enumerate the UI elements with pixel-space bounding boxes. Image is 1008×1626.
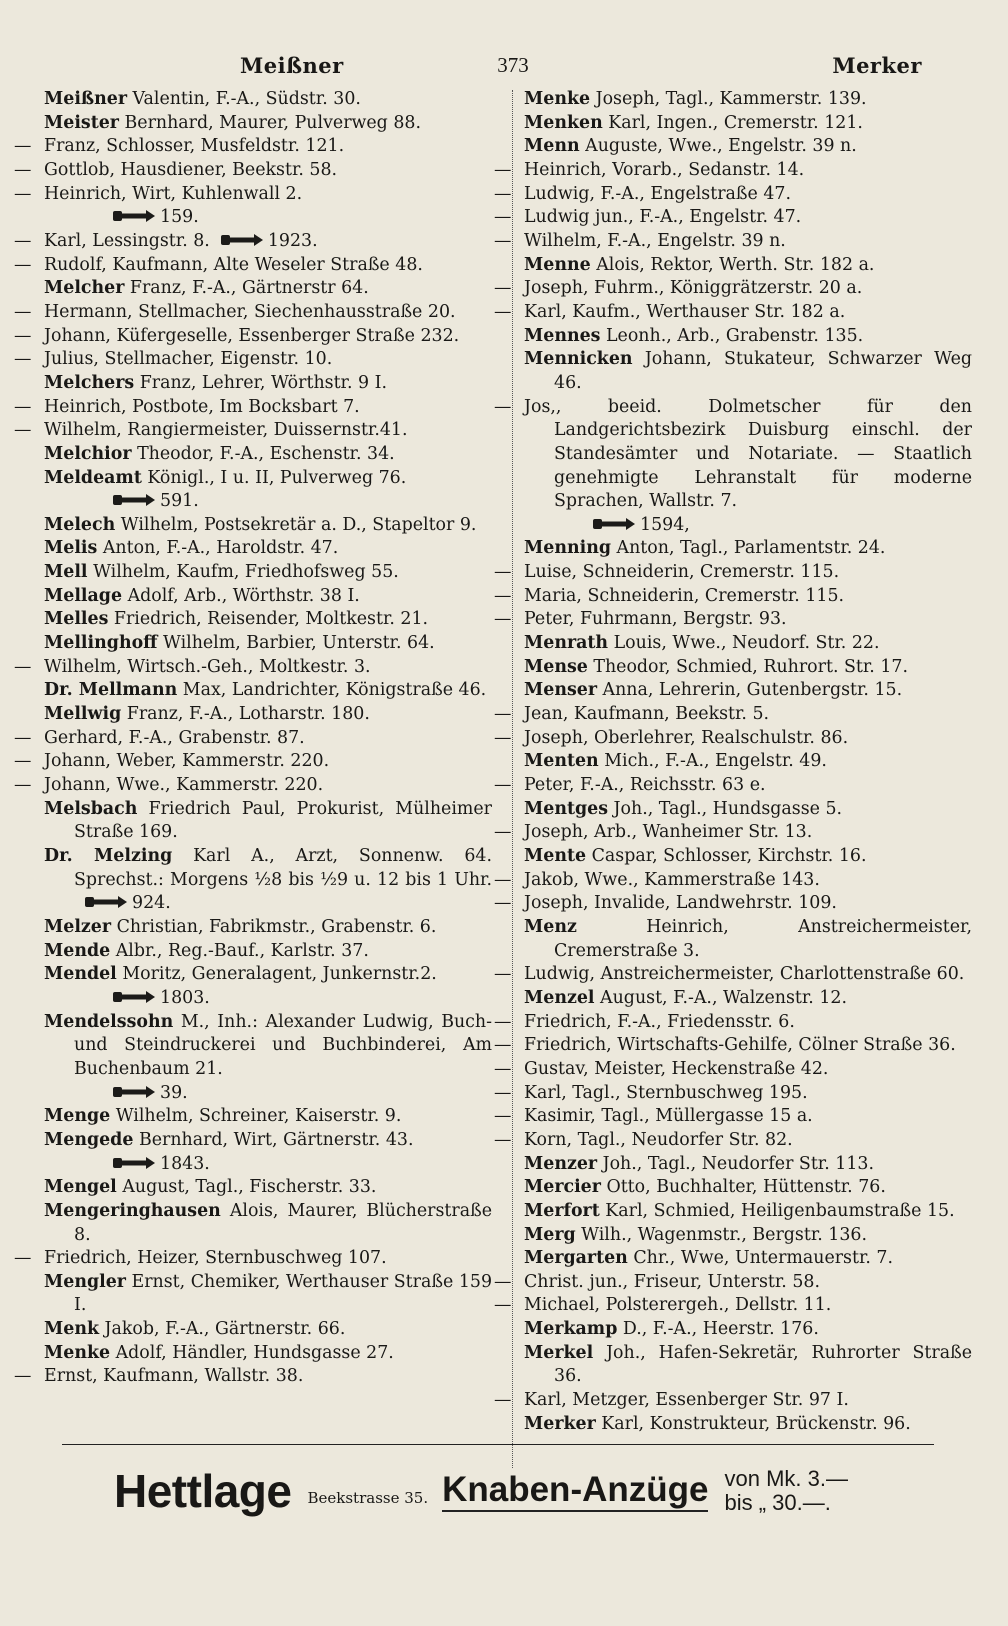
- advertisement: [114, 1451, 972, 1531]
- directory-entry: —Heinrich, Wirt, Kuhlenwall 2.: [14, 183, 303, 204]
- entry-surname: Menk: [44, 1319, 100, 1340]
- entry-details: Karl, Konstrukteur, Brückenstr. 96.: [601, 1413, 911, 1434]
- entry-surname: Menke: [524, 89, 591, 109]
- directory-entry: [44, 703, 492, 727]
- directory-entry: —Maria, Schneiderin, Cremerstr. 115.: [494, 585, 845, 606]
- entry-details: Karl, Schmied, Heiligenbaumstraße 15.: [605, 1200, 955, 1221]
- entry-details: Julius, Stellmacher, Eigenstr. 10.: [44, 349, 333, 370]
- directory-entry: [44, 372, 492, 396]
- entry-surname: Menzel: [524, 987, 595, 1008]
- entry-details: Joseph, Arb., Wanheimer Str. 13.: [524, 822, 813, 843]
- entry-surname: Mercier: [524, 1177, 601, 1198]
- entry-details: Karl, Tagl., Sternbuschweg 195.: [524, 1082, 808, 1103]
- entry-details: Friedrich, F.-A., Friedensstr. 6.: [524, 1011, 795, 1032]
- phone-number: 1843.: [160, 1153, 210, 1174]
- column-separator: [512, 90, 513, 1468]
- entry-details: Anna, Lehrerin, Gutenbergstr. 15.: [602, 680, 903, 701]
- entry-surname: Menne: [524, 254, 591, 275]
- directory-entry: [524, 112, 972, 136]
- header-right-word: Merker: [832, 53, 922, 78]
- directory-entry: [44, 1200, 492, 1247]
- directory-entry: [524, 750, 972, 774]
- entry-details: Joh., Hafen-Sekretär, Ruhrorter Straße 36.: [554, 1342, 973, 1387]
- directory-entry: —Rudolf, Kaufmann, Alte Weseler Straße 48.: [14, 254, 423, 275]
- entry-details: Bernhard, Wirt, Gärtnerstr. 43.: [138, 1129, 414, 1150]
- entry-details: Korn, Tagl., Neudorfer Str. 82.: [524, 1129, 793, 1150]
- entry-details: Franz, F.-A., Gärtnerstr 64.: [129, 278, 369, 299]
- telephone-icon: [84, 895, 128, 909]
- directory-entry: —Peter, Fuhrmann, Bergstr. 93.: [494, 609, 787, 630]
- entry-details: Joseph, Invalide, Landwehrstr. 109.: [524, 893, 837, 914]
- directory-entry: —Heinrich, Vorarb., Sedanstr. 14.: [494, 159, 805, 180]
- directory-entry: —Karl, Metzger, Essenberger Str. 97 I.: [494, 1390, 849, 1411]
- directory-entry: [524, 325, 972, 349]
- directory-entry: [524, 1413, 972, 1437]
- ad-price-line2: bis „ 30.—.: [724, 1490, 831, 1516]
- directory-entry: [44, 1318, 492, 1342]
- entry-details: Otto, Buchhalter, Hüttenstr. 76.: [606, 1177, 886, 1198]
- entry-details: Alois, Rektor, Werth. Str. 182 a.: [596, 254, 875, 275]
- entry-surname: Mellage: [44, 585, 123, 606]
- entry-details: Leonh., Arb., Grabenstr. 135.: [606, 325, 864, 346]
- entry-details: Karl A., Arzt, Sonnenw. 64. Sprechst.: Morgens ½8 bis ½9 u. 12 bis 1 Uhr.: [74, 846, 492, 890]
- entry-surname: Melchers: [44, 372, 135, 393]
- directory-entry: —Jean, Kaufmann, Beekstr. 5.: [494, 704, 770, 725]
- entry-surname: Menrath: [524, 633, 609, 654]
- directory-entry: [44, 561, 492, 585]
- directory-entry: [524, 656, 972, 680]
- entry-details: Alois, Maurer, Blücherstraße 8.: [74, 1200, 492, 1245]
- directory-entry: [44, 1082, 492, 1106]
- entry-details: Karl, Kaufm., Werthauser Str. 182 a.: [524, 301, 846, 322]
- directory-entry: [524, 88, 972, 112]
- entry-details: Jakob, F.-A., Gärtnerstr. 66.: [104, 1319, 346, 1340]
- entry-details: Adolf, Arb., Wörthstr. 38 I.: [127, 585, 360, 606]
- entry-surname: Melsbach: [44, 798, 138, 819]
- telephone-icon: [112, 209, 156, 223]
- entry-surname: Meister: [44, 112, 119, 133]
- directory-entry: —Karl, Lessingstr. 8. 1923.: [14, 230, 318, 251]
- entry-details: Johann, Stukateur, Schwarzer Weg 46.: [554, 349, 973, 393]
- entry-details: Jos,, beeid. Dolmetscher für den Landgerichtsbezirk Duisburg einschl. der Standesämter und Notariate. — Staatlich genehmigte Lehranstalt für moderne Sprachen, Wallstr. 7.: [524, 396, 972, 512]
- entry-details: Gustav, Meister, Heckenstraße 42.: [524, 1058, 829, 1079]
- entry-details: Wilhelm, Wirtsch.-Geh., Moltkestr. 3.: [44, 656, 371, 677]
- directory-entry: [44, 1105, 492, 1129]
- entry-surname: Melech: [44, 514, 116, 535]
- directory-entry: [524, 1342, 972, 1389]
- entry-surname: Mellinghoff: [44, 633, 158, 654]
- directory-entry: —Wilhelm, Rangiermeister, Duissernstr.41.: [14, 420, 408, 441]
- entry-surname: Merg: [524, 1224, 576, 1245]
- entry-details: Wilhelm, Postsekretär a. D., Stapeltor 9.: [120, 514, 477, 535]
- entry-details: Wilh., Wagenmstr., Bergstr. 136.: [581, 1224, 868, 1245]
- entry-details: Theodor, Schmied, Ruhrort. Str. 17.: [593, 656, 909, 677]
- entry-details: Gottlob, Hausdiener, Beekstr. 58.: [44, 159, 338, 180]
- entry-details: Valentin, F.-A., Südstr. 30.: [132, 89, 361, 109]
- entry-details: Auguste, Wwe., Engelstr. 39 n.: [585, 136, 857, 157]
- entry-details: Gerhard, F.-A., Grabenstr. 87.: [44, 727, 305, 748]
- entry-details: Friedrich, Heizer, Sternbuschweg 107.: [44, 1248, 387, 1269]
- entry-details: M., Inh.: Alexander Ludwig, Buch- und Steindruckerei und Buchbinderei, Am Buchenbaum 21.: [74, 1011, 492, 1079]
- telephone-icon: [112, 493, 156, 507]
- ad-product: Knaben-Anzüge: [442, 1470, 708, 1512]
- entry-details: Jean, Kaufmann, Beekstr. 5.: [524, 704, 770, 725]
- entry-details: Rudolf, Kaufmann, Alte Weseler Straße 48.: [44, 254, 423, 275]
- directory-entry: —Gerhard, F.-A., Grabenstr. 87.: [14, 727, 305, 748]
- phone-number: 159.: [160, 207, 199, 228]
- directory-entry: [44, 206, 492, 230]
- entry-surname: Meldeamt: [44, 467, 142, 488]
- directory-entry: —Peter, F.-A., Reichsstr. 63 e.: [494, 775, 766, 796]
- entry-details: Anton, F.-A., Haroldstr. 47.: [102, 538, 339, 559]
- directory-entry: —Jos,, beeid. Dolmetscher für den Landgerichtsbezirk Duisburg einschl. der Standesämter und Notariate. — Staatlich genehmigte Lehranstalt für moderne Sprachen, Wallstr. 7.: [494, 396, 972, 512]
- page-header: [240, 44, 922, 78]
- entry-details: Ludwig jun., F.-A., Engelstr. 47.: [524, 207, 802, 228]
- entry-details: Heinrich, Anstreichermeister, Cremerstraße 3.: [554, 916, 972, 961]
- directory-entry: —Heinrich, Postbote, Im Bocksbart 7.: [14, 396, 360, 417]
- entry-details: Ludwig, Anstreichermeister, Charlottenstraße 60.: [524, 964, 965, 985]
- phone-number: 1923.: [267, 230, 318, 251]
- entry-surname: Merfort: [524, 1200, 600, 1221]
- entry-details: Hermann, Stellmacher, Siechenhausstraße 20.: [44, 301, 456, 322]
- directory-entry: —Johann, Küfergeselle, Essenberger Straße 232.: [14, 325, 460, 346]
- entry-surname: Mell: [44, 562, 88, 583]
- directory-entry: —Ludwig, F.-A., Engelstraße 47.: [494, 183, 791, 204]
- entry-surname: Mense: [524, 656, 588, 677]
- directory-entry: [44, 443, 492, 467]
- directory-entry: [44, 537, 492, 561]
- entry-surname: Dr. Mellmann: [44, 680, 178, 701]
- entry-details: Franz, Schlosser, Musfeldstr. 121.: [44, 136, 345, 157]
- directory-entry: —Friedrich, Heizer, Sternbuschweg 107.: [14, 1248, 387, 1269]
- entry-details: Theodor, F.-A., Eschenstr. 34.: [137, 443, 395, 464]
- phone-number: 924.: [132, 893, 171, 914]
- entry-surname: Menke: [44, 1342, 111, 1363]
- entry-details: Louis, Wwe., Neudorf. Str. 22.: [613, 633, 880, 654]
- directory-entry: [44, 963, 492, 987]
- entry-surname: Mende: [44, 940, 111, 961]
- entry-details: Wilhelm, Kaufm, Friedhofsweg 55.: [93, 562, 399, 583]
- entry-details: Heinrich, Postbote, Im Bocksbart 7.: [44, 396, 360, 417]
- entry-surname: Menz: [524, 916, 577, 937]
- entry-surname: Melchior: [44, 443, 132, 464]
- directory-entry: —Gottlob, Hausdiener, Beekstr. 58.: [14, 159, 338, 180]
- directory-entry: —Karl, Tagl., Sternbuschweg 195.: [494, 1082, 808, 1103]
- directory-entry: [524, 135, 972, 159]
- phone-number: 1803.: [160, 987, 210, 1008]
- directory-entry: [524, 537, 972, 561]
- directory-entry: [524, 916, 972, 963]
- directory-entry: [44, 608, 492, 632]
- entry-surname: Menning: [524, 538, 612, 559]
- entry-details: Karl, Metzger, Essenberger Str. 97 I.: [524, 1390, 849, 1411]
- directory-entry: —Karl, Kaufm., Werthauser Str. 182 a.: [494, 301, 846, 322]
- directory-entry: —Ludwig jun., F.-A., Engelstr. 47.: [494, 207, 802, 228]
- entry-surname: Menken: [524, 112, 603, 133]
- ad-address: Beekstrasse 35.: [307, 1489, 429, 1508]
- directory-entry: [44, 467, 492, 491]
- directory-entry: [524, 632, 972, 656]
- directory-entry: —Wilhelm, Wirtsch.-Geh., Moltkestr. 3.: [14, 656, 371, 677]
- entry-surname: Mentges: [524, 798, 609, 819]
- telephone-icon: [112, 990, 156, 1004]
- entry-details: Albr., Reg.-Bauf., Karlstr. 37.: [115, 940, 369, 961]
- directory-entry: [44, 585, 492, 609]
- entry-details: D., F.-A., Heerstr. 176.: [622, 1319, 819, 1340]
- directory-entry: [44, 1176, 492, 1200]
- directory-entry: [44, 1153, 492, 1177]
- entry-details: Peter, Fuhrmann, Bergstr. 93.: [524, 609, 787, 630]
- directory-entry: —Julius, Stellmacher, Eigenstr. 10.: [14, 349, 333, 370]
- entry-details: Bernhard, Maurer, Pulverweg 88.: [124, 112, 421, 133]
- entry-details: Johann, Küfergeselle, Essenberger Straße 232.: [44, 325, 460, 346]
- directory-entry: [524, 514, 972, 538]
- directory-entry: —Joseph, Arb., Wanheimer Str. 13.: [494, 822, 813, 843]
- directory-entry: [524, 845, 972, 869]
- entry-details: Christian, Fabrikmstr., Grabenstr. 6.: [116, 916, 437, 937]
- entry-surname: Mengede: [44, 1129, 134, 1150]
- entry-surname: Mergarten: [524, 1248, 628, 1269]
- entry-details: Friedrich, Reisender, Moltkestr. 21.: [113, 609, 429, 630]
- directory-entry: —Joseph, Oberlehrer, Realschulstr. 86.: [494, 727, 849, 748]
- telephone-icon: [220, 233, 264, 247]
- directory-entry: —Kasimir, Tagl., Müllergasse 15 a.: [494, 1106, 813, 1127]
- directory-entry: —Korn, Tagl., Neudorfer Str. 82.: [494, 1129, 793, 1150]
- header-left-word: Meißner: [240, 53, 344, 78]
- directory-entry: [524, 1153, 972, 1177]
- telephone-icon: [592, 517, 636, 531]
- entry-surname: Mente: [524, 846, 587, 866]
- entry-details: Joh., Tagl., Hundsgasse 5.: [613, 798, 843, 819]
- entry-surname: Menge: [44, 1106, 111, 1127]
- directory-entry: —Gustav, Meister, Heckenstraße 42.: [494, 1058, 829, 1079]
- entry-details: Wilhelm, F.-A., Engelstr. 39 n.: [524, 230, 786, 251]
- entry-surname: Meißner: [44, 89, 128, 109]
- entry-details: Max, Landrichter, Königstraße 46.: [182, 680, 487, 701]
- phone-number: 591.: [160, 491, 199, 512]
- directory-entry: [44, 112, 492, 136]
- entry-surname: Mennes: [524, 325, 601, 346]
- entry-details: Maria, Schneiderin, Cremerstr. 115.: [524, 585, 845, 606]
- directory-entry: [524, 1200, 972, 1224]
- entry-surname: Menser: [524, 680, 597, 701]
- directory-entry: [44, 1011, 492, 1082]
- directory-entry: —Luise, Schneiderin, Cremerstr. 115.: [494, 562, 840, 583]
- directory-entry: [44, 514, 492, 538]
- entry-details: Joh., Tagl., Neudorfer Str. 113.: [602, 1153, 874, 1174]
- entry-details: Ernst, Chemiker, Werthauser Straße 159 I.: [74, 1271, 493, 1316]
- entry-details: Adolf, Händler, Hundsgasse 27.: [115, 1342, 394, 1363]
- phone-number: 1594,: [640, 514, 690, 535]
- entry-details: Jakob, Wwe., Kammerstraße 143.: [524, 869, 820, 890]
- entry-surname: Merker: [524, 1413, 596, 1434]
- entry-details: Wilhelm, Barbier, Unterstr. 64.: [163, 633, 435, 654]
- entry-details: Karl, Lessingstr. 8.: [44, 230, 210, 251]
- entry-surname: Mengler: [44, 1271, 126, 1292]
- entry-surname: Dr. Melzing: [44, 846, 173, 866]
- entry-details: Heinrich, Vorarb., Sedanstr. 14.: [524, 159, 805, 180]
- entry-details: Mich., F.-A., Engelstr. 49.: [604, 751, 827, 772]
- directory-entry: [44, 845, 492, 916]
- entry-surname: Melles: [44, 609, 109, 630]
- page-number: 373: [497, 53, 529, 77]
- entry-details: Caspar, Schlosser, Kirchstr. 16.: [591, 846, 867, 866]
- directory-entry: —Joseph, Fuhrm., Königgrätzerstr. 20 a.: [494, 278, 863, 299]
- directory-entry: [44, 798, 492, 845]
- entry-surname: Merkamp: [524, 1319, 618, 1340]
- entry-surname: Mengeringhausen: [44, 1200, 221, 1221]
- entry-details: August, Tagl., Fischerstr. 33.: [122, 1177, 377, 1198]
- ad-brand: Hettlage: [114, 1465, 292, 1518]
- telephone-icon: [112, 1085, 156, 1099]
- entry-surname: Mennicken: [524, 349, 633, 370]
- entry-details: Joseph, Fuhrm., Königgrätzerstr. 20 a.: [524, 278, 863, 299]
- directory-entry: —Franz, Schlosser, Musfeldstr. 121.: [14, 136, 345, 157]
- directory-entry: —Joseph, Invalide, Landwehrstr. 109.: [494, 893, 837, 914]
- directory-entry: [44, 277, 492, 301]
- directory-entry: [44, 88, 492, 112]
- entry-surname: Menzer: [524, 1153, 598, 1174]
- entry-details: Heinrich, Wirt, Kuhlenwall 2.: [44, 183, 303, 204]
- directory-entry: —Wilhelm, F.-A., Engelstr. 39 n.: [494, 230, 786, 251]
- directory-entry: [524, 1224, 972, 1248]
- entry-details: Kasimir, Tagl., Müllergasse 15 a.: [524, 1106, 813, 1127]
- entry-surname: Melzer: [44, 916, 112, 937]
- entry-surname: Menten: [524, 751, 599, 772]
- directory-entry: —Friedrich, Wirtschafts-Gehilfe, Cölner Straße 36.: [494, 1035, 956, 1056]
- entry-surname: Melis: [44, 538, 98, 559]
- directory-entry: [524, 1176, 972, 1200]
- entry-details: August, F.-A., Walzenstr. 12.: [600, 987, 847, 1008]
- entry-surname: Menn: [524, 136, 580, 157]
- directory-entry: [44, 1271, 492, 1318]
- directory-entry: —Christ. jun., Friseur, Unterstr. 58.: [494, 1271, 821, 1292]
- entry-details: Wilhelm, Rangiermeister, Duissernstr.41.: [44, 420, 408, 441]
- directory-entry: [524, 1318, 972, 1342]
- entry-surname: Merkel: [524, 1342, 594, 1363]
- entry-details: Moritz, Generalagent, Junkernstr.2.: [122, 964, 437, 985]
- directory-entry: [44, 679, 492, 703]
- directory-entry: [44, 987, 492, 1011]
- entry-details: Karl, Ingen., Cremerstr. 121.: [608, 112, 863, 133]
- directory-entry: [524, 1247, 972, 1271]
- directory-entry: —Jakob, Wwe., Kammerstraße 143.: [494, 869, 820, 890]
- entry-details: Anton, Tagl., Parlamentstr. 24.: [616, 538, 886, 559]
- ad-rule: [62, 1444, 934, 1445]
- entry-details: Christ. jun., Friseur, Unterstr. 58.: [524, 1271, 821, 1292]
- directory-entry: —Ernst, Kaufmann, Wallstr. 38.: [14, 1366, 304, 1387]
- directory-entry: [44, 940, 492, 964]
- directory-entry: [44, 1129, 492, 1153]
- entry-surname: Mendelssohn: [44, 1011, 174, 1032]
- entry-details: Ernst, Kaufmann, Wallstr. 38.: [44, 1366, 304, 1387]
- directory-entry: [524, 987, 972, 1011]
- entry-details: Johann, Weber, Kammerstr. 220.: [44, 751, 330, 772]
- entry-details: Joseph, Oberlehrer, Realschulstr. 86.: [524, 727, 849, 748]
- right-column: [494, 88, 973, 1436]
- phone-number: 39.: [160, 1082, 188, 1103]
- directory-entry: [524, 798, 972, 822]
- directory-entry: [524, 679, 972, 703]
- entry-surname: Melcher: [44, 278, 125, 299]
- telephone-icon: [112, 1156, 156, 1170]
- entry-details: Franz, Lehrer, Wörthstr. 9 I.: [139, 372, 387, 393]
- directory-entry: [524, 254, 972, 278]
- directory-entry: [524, 348, 972, 395]
- entry-surname: Mengel: [44, 1177, 117, 1198]
- directory-entry: —Friedrich, F.-A., Friedensstr. 6.: [494, 1011, 795, 1032]
- directory-entry: —Johann, Wwe., Kammerstr. 220.: [14, 775, 324, 796]
- entry-details: Ludwig, F.-A., Engelstraße 47.: [524, 183, 791, 204]
- entry-details: Johann, Wwe., Kammerstr. 220.: [44, 775, 324, 796]
- directory-entry: [44, 632, 492, 656]
- entry-details: Joseph, Tagl., Kammerstr. 139.: [595, 89, 867, 109]
- ad-price: [724, 1467, 847, 1515]
- left-column: [14, 88, 493, 1436]
- entry-details: Luise, Schneiderin, Cremerstr. 115.: [524, 562, 840, 583]
- entry-details: Peter, F.-A., Reichsstr. 63 e.: [524, 775, 766, 796]
- directory-entry: [44, 916, 492, 940]
- directory-entry: —Johann, Weber, Kammerstr. 220.: [14, 751, 330, 772]
- directory-entry: [44, 1342, 492, 1366]
- entry-details: Königl., I u. II, Pulverweg 76.: [147, 467, 407, 488]
- entry-details: Franz, F.-A., Lotharstr. 180.: [126, 704, 370, 725]
- directory-entry: —Hermann, Stellmacher, Siechenhausstraße 20.: [14, 301, 456, 322]
- ad-price-line1: von Mk. 3.—: [724, 1466, 848, 1492]
- directory-entry: [44, 490, 492, 514]
- entry-details: Wilhelm, Schreiner, Kaiserstr. 9.: [115, 1106, 402, 1127]
- entry-details: Friedrich, Wirtschafts-Gehilfe, Cölner Straße 36.: [524, 1035, 956, 1056]
- directory-entry: —Michael, Polsterergeh., Dellstr. 11.: [494, 1295, 832, 1316]
- entry-details: Michael, Polsterergeh., Dellstr. 11.: [524, 1295, 832, 1316]
- directory-entry: —Ludwig, Anstreichermeister, Charlottenstraße 60.: [494, 964, 965, 985]
- entry-surname: Mendel: [44, 964, 117, 985]
- entry-details: Chr., Wwe, Untermauerstr. 7.: [633, 1248, 894, 1269]
- entry-details: Friedrich Paul, Prokurist, Mülheimer Straße 169.: [74, 798, 492, 843]
- columns: [14, 88, 973, 1436]
- entry-surname: Mellwig: [44, 704, 122, 725]
